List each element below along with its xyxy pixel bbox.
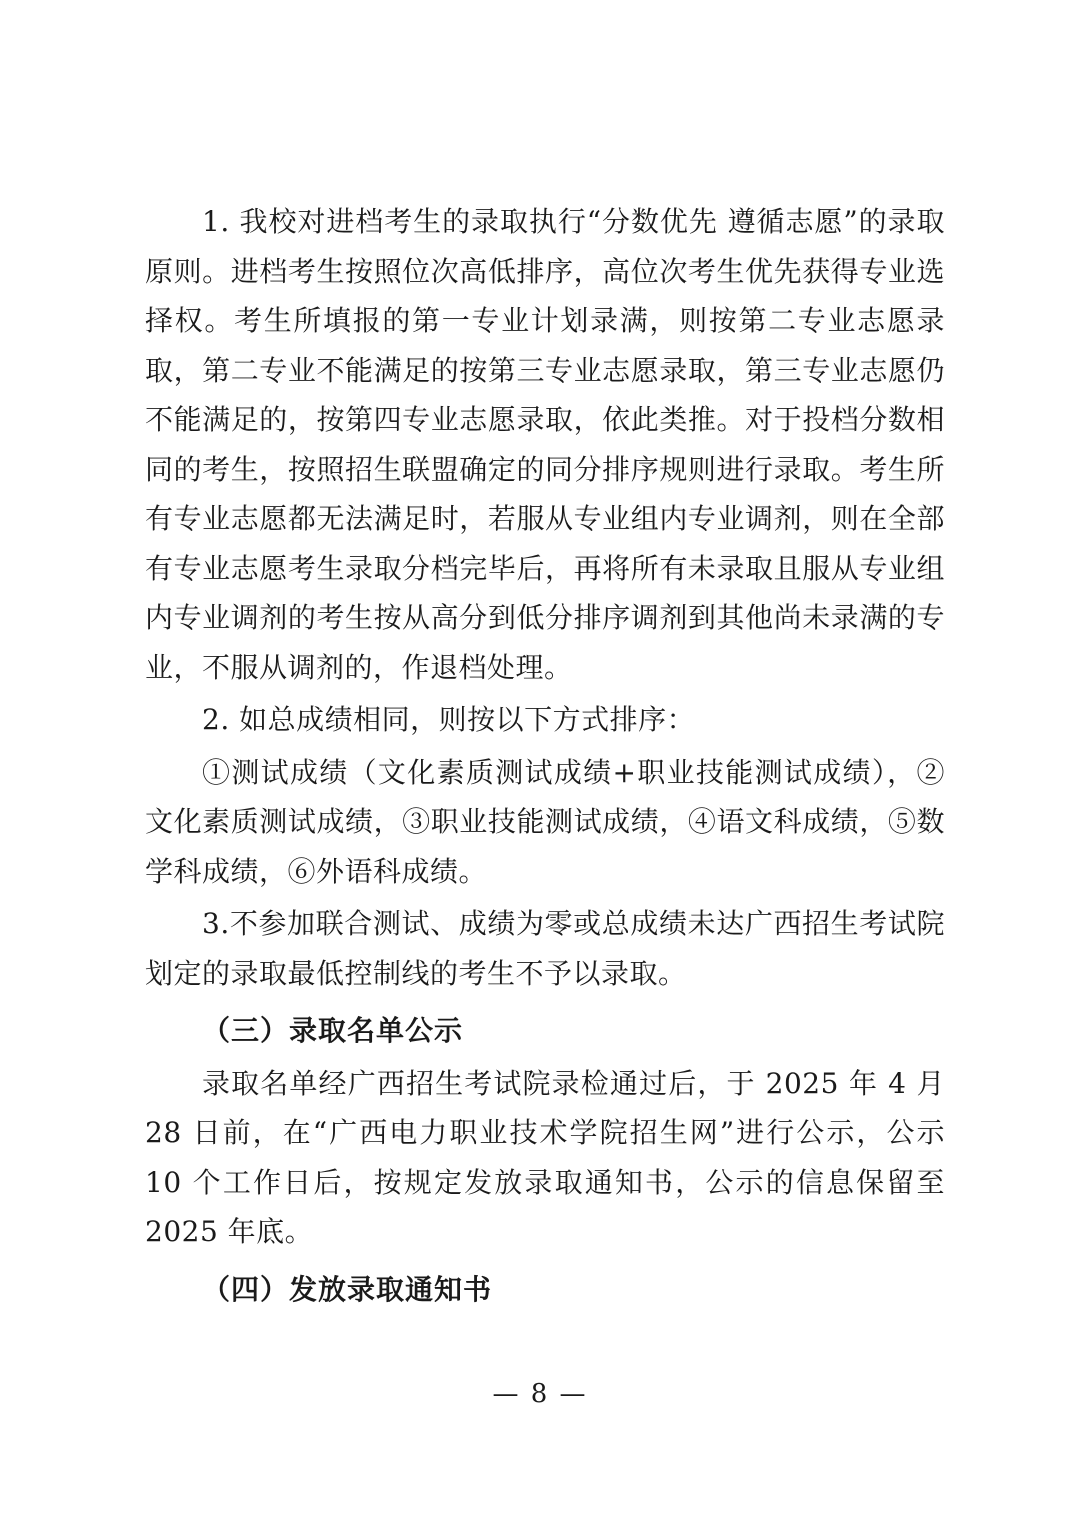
paragraph-admission-principle: 1. 我校对进档考生的录取执行“分数优先 遵循志愿”的录取原则。进档考生按照位次高低排序，高位次考生优先获得专业选择权。考生所填报的第一专业计划录满，则按第二专业志愿录取，第二专业不能满足的按第三专业志愿录取，第三专业志愿仍不能满足的，按第四专业志愿录取，依此类推。对于投档分数相同的考生，按照招生联盟确定的同分排序规则进行录取。考生所有专业志愿都无法满足时，若服从专业组内专业调剂，则在全部有专业志愿考生录取分档完毕后，再将所有未录取且服从专业组内专业调剂的考生按从高分到低分排序调剂到其他尚未录满的专业，不服从调剂的，作退档处理。 [145,205,945,684]
section-heading-admission-list: （三）录取名单公示 [202,1014,464,1047]
paragraph-admission-list: 录取名单经广西招生考试院录检通过后，于 2025 年 4 月 28 日前，在“广西电力职业技术学院招生网”进行公示，公示 10 个工作日后，按规定发放录取通知书，公示的信息保留至 2025 年底。 [145,1066,945,1248]
paragraph-tie-break-intro: 2. 如总成绩相同，则按以下方式排序： [202,703,696,736]
paragraph-non-admission: 3.不参加联合测试、成绩为零或总成绩未达广西招生考试院划定的录取最低控制线的考生不予以录取。 [145,907,945,990]
paragraph-tie-break-order: ①测试成绩（文化素质测试成绩+职业技能测试成绩），②文化素质测试成绩，③职业技能测试成绩，④语文科成绩，⑤数学科成绩，⑥外语科成绩。 [145,755,945,888]
section-heading-admission-notice: （四）发放录取通知书 [202,1272,493,1306]
page-number: — 8 — [492,1379,588,1409]
document-body [145,197,945,1314]
